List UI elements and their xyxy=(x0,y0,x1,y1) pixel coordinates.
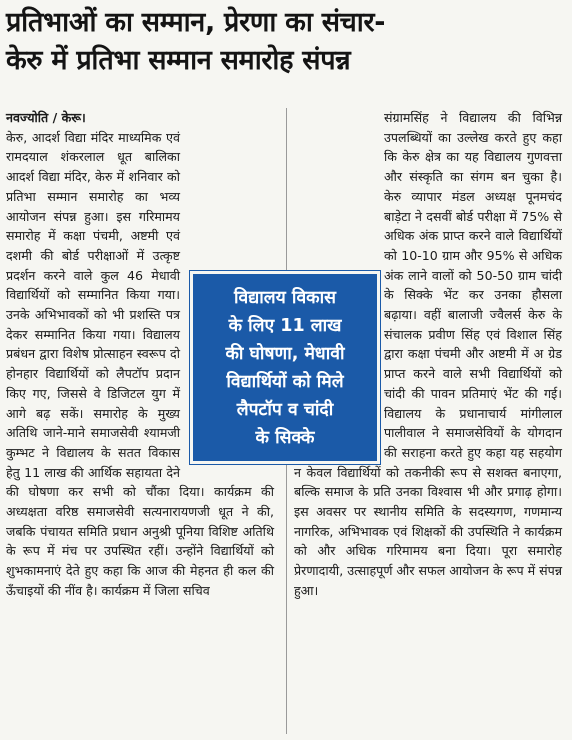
highlight-line-5: लैपटॉप व चांदी xyxy=(236,399,334,420)
highlight-line-6: के सिक्के xyxy=(255,427,315,448)
headline-line-1: प्रतिभाओं का सम्मान, प्रेरणा का संचार- xyxy=(6,7,386,38)
highlight-line-4: विद्यार्थियों को मिले xyxy=(226,371,344,392)
highlight-line-3: की घोषणा, मेधावी xyxy=(225,343,345,364)
highlight-box xyxy=(190,271,380,464)
headline-line-2: केरु में प्रतिभा सम्मान समारोह संपन्न xyxy=(6,45,351,76)
highlight-line-2: के लिए 11 लाख xyxy=(228,315,342,336)
highlight-line-1: विद्यालय विकास xyxy=(233,287,336,308)
byline: नवज्योति / केरू। xyxy=(6,110,86,125)
article-paragraph-2: समारोह के मुख्य अतिथि जाने-माने समाजसेवी श्यामजी कुम्भट ने विद्यालय के सतत विकास हेतु 11 लाख की आर्थिक सहायता देने की घोषणा कर सभी को चौंका दिया। कार्यक्रम की अध्यक्षता वरिष्ठ समाजसेवी सत्यनारायणजी धूत ने की, जबकि पंचायत समिति प्रधान अनुश्री पूनिया विशिष्ट अतिथि के रूप में मंच पर उपस्थित रहीं। उन्होंने विद्यार्थियों को शुभकामनाएं देते हुए कहा कि आज की मेहनत ही कल की ऊँचाइयों की नींव है। कार्यक्रम में जिला सचिव xyxy=(6,405,274,598)
article-paragraph-1: केरु, आदर्श विद्या मंदिर माध्यमिक एवं रामदयाल शंकरलाल धूत बालिका आदर्श विद्या मंदिर, केरु में शनिवार को प्रतिभा सम्मान समारोह का भव्य आयोजन संपन्न हुआ। इस गरिमामय समारोह में कक्षा पंचमी, अष्टमी एवं दशमी की बोर्ड परीक्षाओं में उत्कृष्ट प्रदर्शन करने वाले कुल 46 मेधावी विद्यार्थियों को सम्मानित किया गया। उनके अभिभावकों को भी प्रशस्ति पत्र देकर सम्मानित किया गया। विद्यालय प्रबंधन द्वारा विशेष प्रोत्साहन स्वरूप दो होनहार विद्यार्थियों को लैपटॉप प्रदान किए गए, जिससे वे डिजिटल युग में आगे बढ़ सकें। xyxy=(6,129,180,421)
article-paragraph-3: संग्रामसिंह ने विद्यालय की विभिन्न उपलब्धियों का उल्लेख करते हुए कहा कि केरु क्षेत्र का यह विद्यालय गुणवत्ता और संस्कृति का संगम बन चुका है। केरु व्यापार मंडल अध्यक्ष पूनमचंद बाड़ेटा ने दसवीं बोर्ड परीक्षा में 75% से अधिक अंक प्राप्त करने वाले विद्यार्थियों को 10-10 ग्राम और 95% से अधिक अंक लाने वालों को 50-50 ग्राम चांदी के सिक्के भेंट कर उनका हौसला बढ़ाया। वहीं बालाजी ज्वैलर्स केरु के संचालक प्रवीण सिंह एवं विशाल सिंह द्वारा कक्षा पंचमी और अष्टमी में अ ग्रेड प्राप्त करने वाले सभी विद्यार्थियों को चांदी की पावन प्रतिमाएं भेंट की गई। विद्यालय के प्रधानाचार्य मांगीलाल पालीवाल ने समाजसेवियों के योगदान की सराहना करते हुए कहा यह सहयोग न केवल विद्यार्थियों को तकनीकी रूप से सशक्त बनाएगा, बल्कि समाज के प्रति उनका विश्वास भी और प्रगाढ़ होगा। इस अवसर पर स्थानीय समिति के सदस्यगण, गणमान्य नागरिक, अभिभावक एवं शिक्षकों की उपस्थिति ने कार्यक्रम को और अधिक गरिमामय बना दिया। पूरा समारोह प्रेरणादायी, उत्साहपूर्ण और सफल आयोजन के रूप में संपन्न हुआ। xyxy=(294,110,563,598)
article-headline xyxy=(6,4,566,80)
